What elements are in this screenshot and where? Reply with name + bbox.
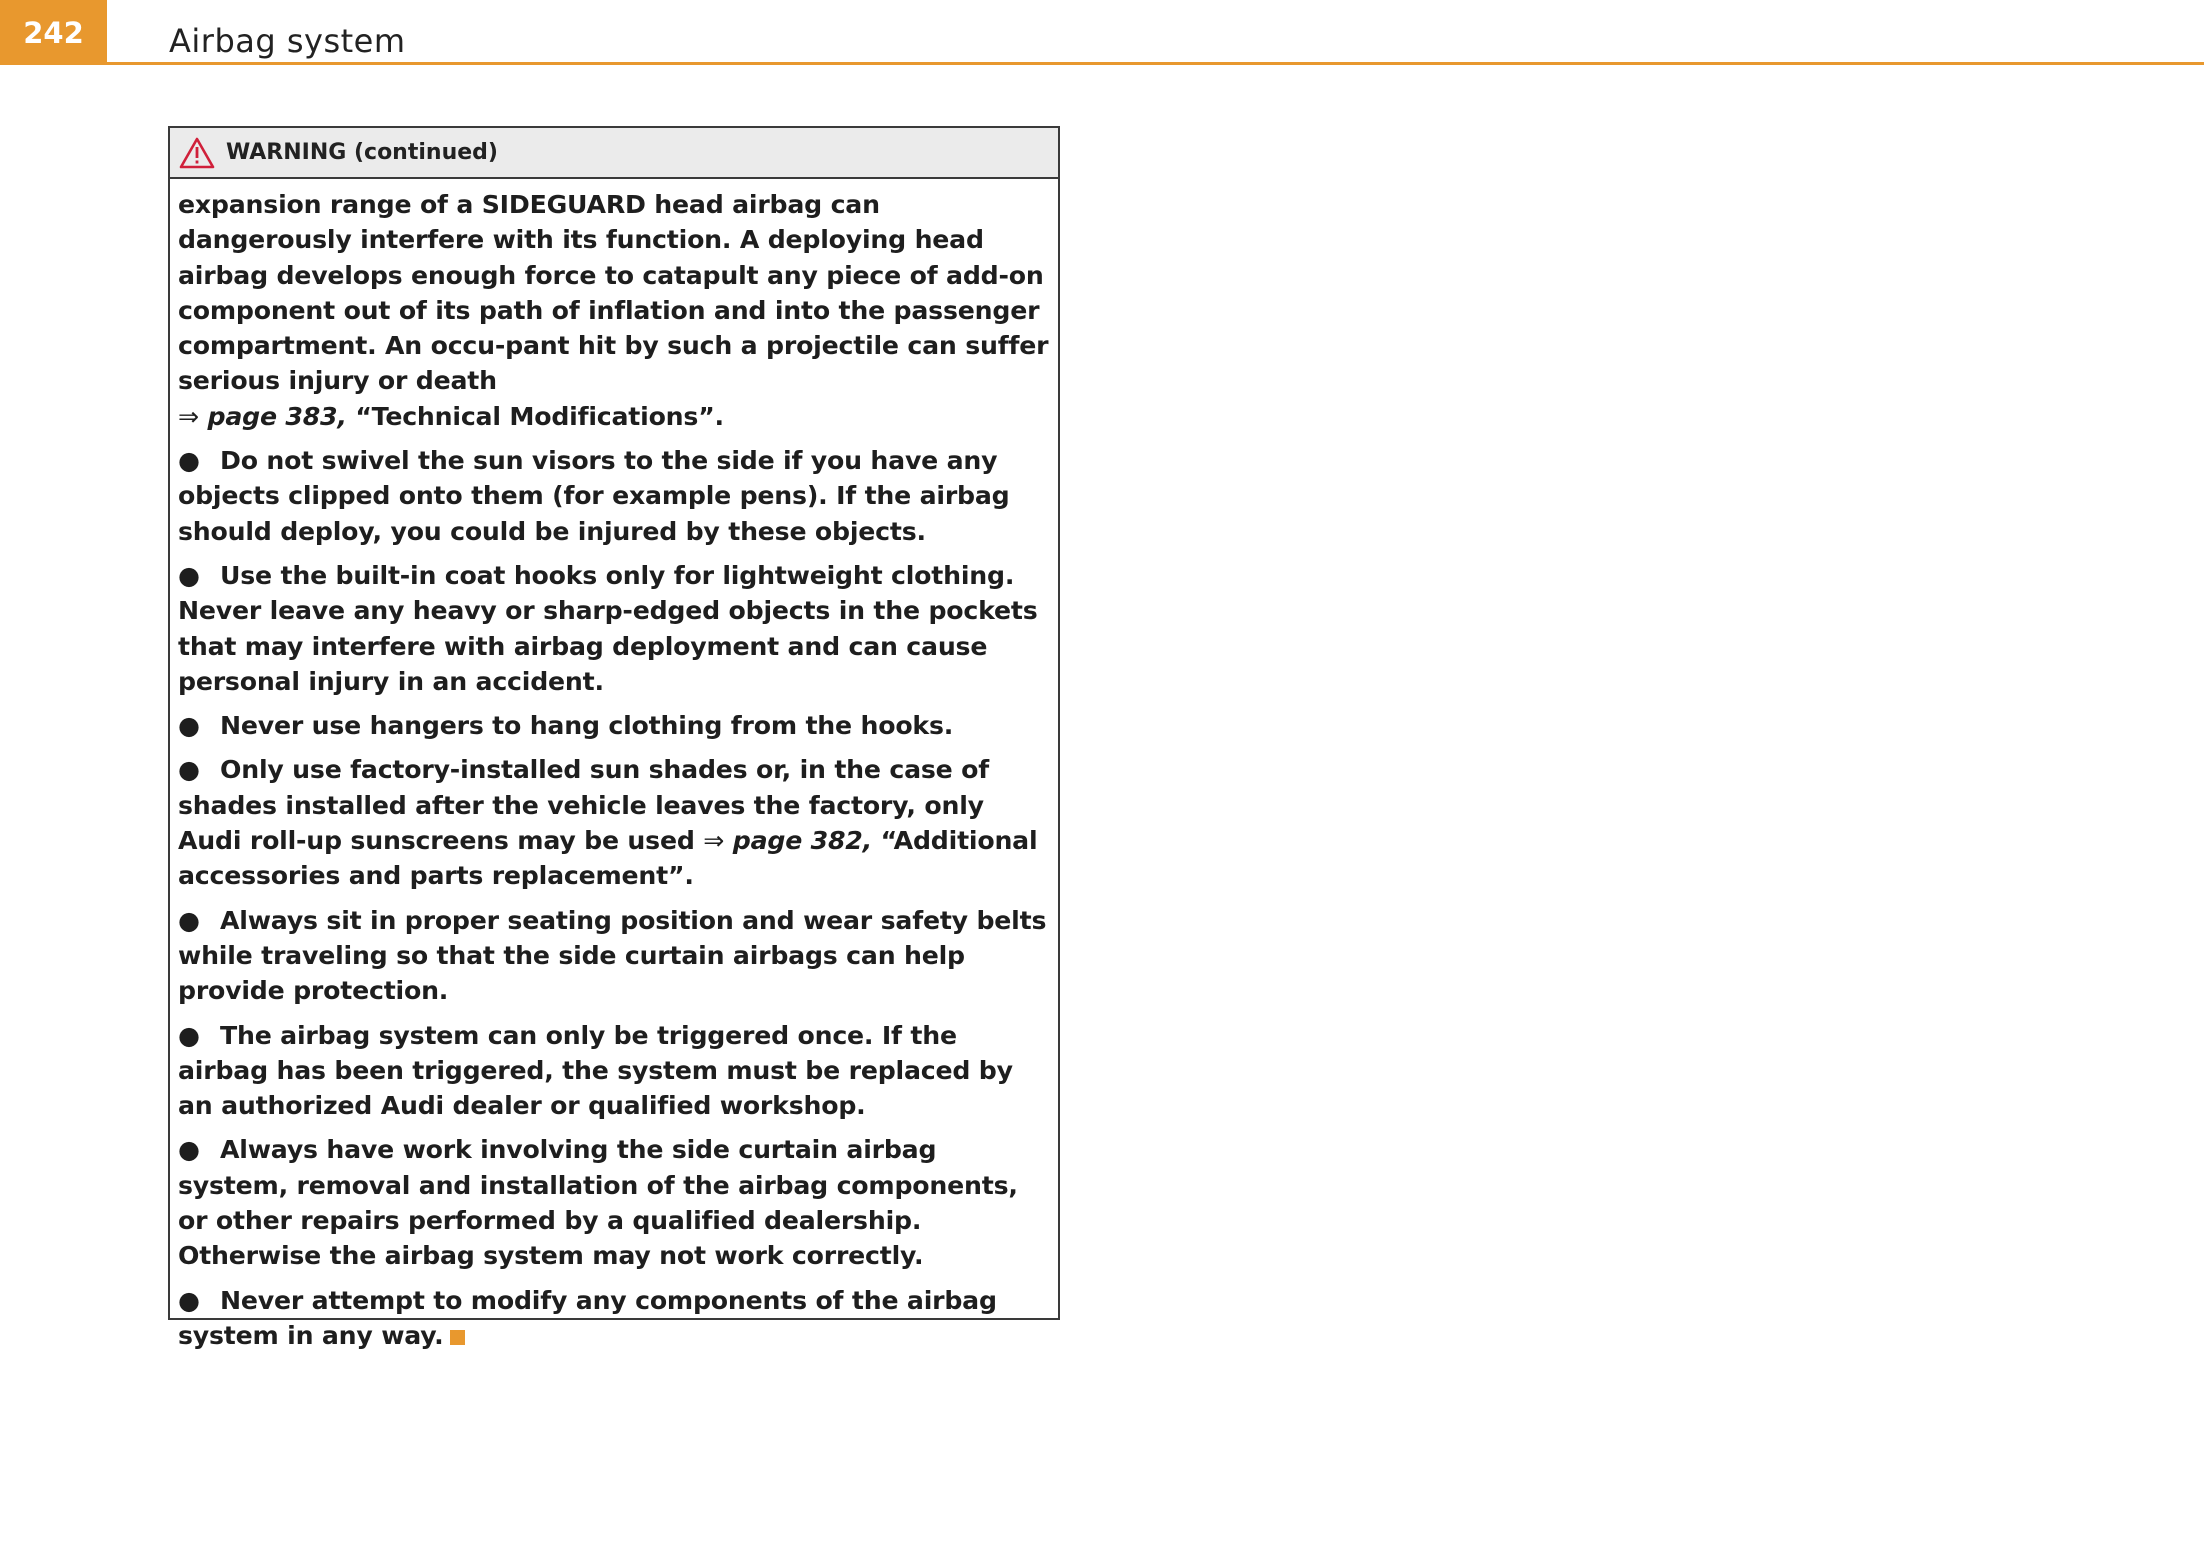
arrow-icon: ⇒ [178,401,199,431]
bullet-icon: ● [178,446,200,476]
list-item-text: Always have work involving the side curtain airbag system, removal and installation of the airbag components, or other repairs performed by a qualified dealership. Otherwise the airbag system may not work correctly. [178,1135,1018,1271]
warning-body [170,179,1058,1353]
page-reference-link[interactable]: page 382, [732,826,872,856]
bullet-icon: ● [178,1020,200,1050]
reference-title: “Additional accessories and parts replacement”. [178,826,1038,891]
warning-box [168,126,1060,1350]
end-of-section-square-icon [450,1330,465,1345]
page-title: Airbag system [169,22,406,60]
bullet-icon: ● [178,905,200,935]
bullet-icon: ● [178,755,200,785]
bullet-icon: ● [178,1135,200,1165]
list-item [178,903,1050,1009]
list-item [178,1132,1050,1273]
header-rule [107,62,2204,65]
list-item-text: Use the built-in coat hooks only for lightweight clothing. Never leave any heavy or sharp-edged objects in the pockets that may interfere with airbag deployment and can cause personal injury in an accident. [178,560,1038,696]
list-item [178,708,1050,743]
warning-triangle-icon [178,136,216,170]
warning-header [170,128,1058,179]
warning-intro-text: expansion range of a SIDEGUARD head airbag can dangerously interfere with its function. A deploying head airbag develops enough force to catapult any piece of add-on component out of its path of inflation and into the passenger compartment. An occu-pant hit by such a projectile can suffer serious injury or death [178,190,1049,396]
bullet-icon: ● [178,560,200,590]
list-item [178,558,1050,699]
list-item [178,752,1050,893]
reference-title: “Technical Modifications”. [355,401,724,431]
bullet-icon: ● [178,711,200,741]
arrow-icon: ⇒ [703,826,725,856]
list-item-text: Never use hangers to hang clothing from the hooks. [220,711,954,741]
list-item-text: The airbag system can only be triggered once. If the airbag has been triggered, the system must be replaced by an authorized Audi dealer or qualified workshop. [178,1020,1013,1121]
page-number: 242 [0,0,107,65]
warning-title: WARNING (continued) [226,140,498,165]
warning-intro-paragraph [178,187,1050,434]
bullet-icon: ● [178,1285,200,1315]
list-item-text: Never attempt to modify any components of the airbag system in any way. [178,1285,997,1350]
page-reference-link[interactable]: page 383, [207,401,347,431]
list-item [178,1283,1050,1354]
list-item [178,443,1050,549]
list-item-text: Do not swivel the sun visors to the side if you have any objects clipped onto them (for example pens). If the airbag should deploy, you could be injured by these objects. [178,446,1010,546]
list-item [178,1018,1050,1124]
list-item-text: Always sit in proper seating position and wear safety belts while traveling so that the side curtain airbags can help provide protection. [178,905,1047,1006]
list-item-text: Only use factory-installed sun shades or, in the case of shades installed after the vehicle leaves the factory, only Audi roll-up sunscreens may be used [178,755,989,856]
